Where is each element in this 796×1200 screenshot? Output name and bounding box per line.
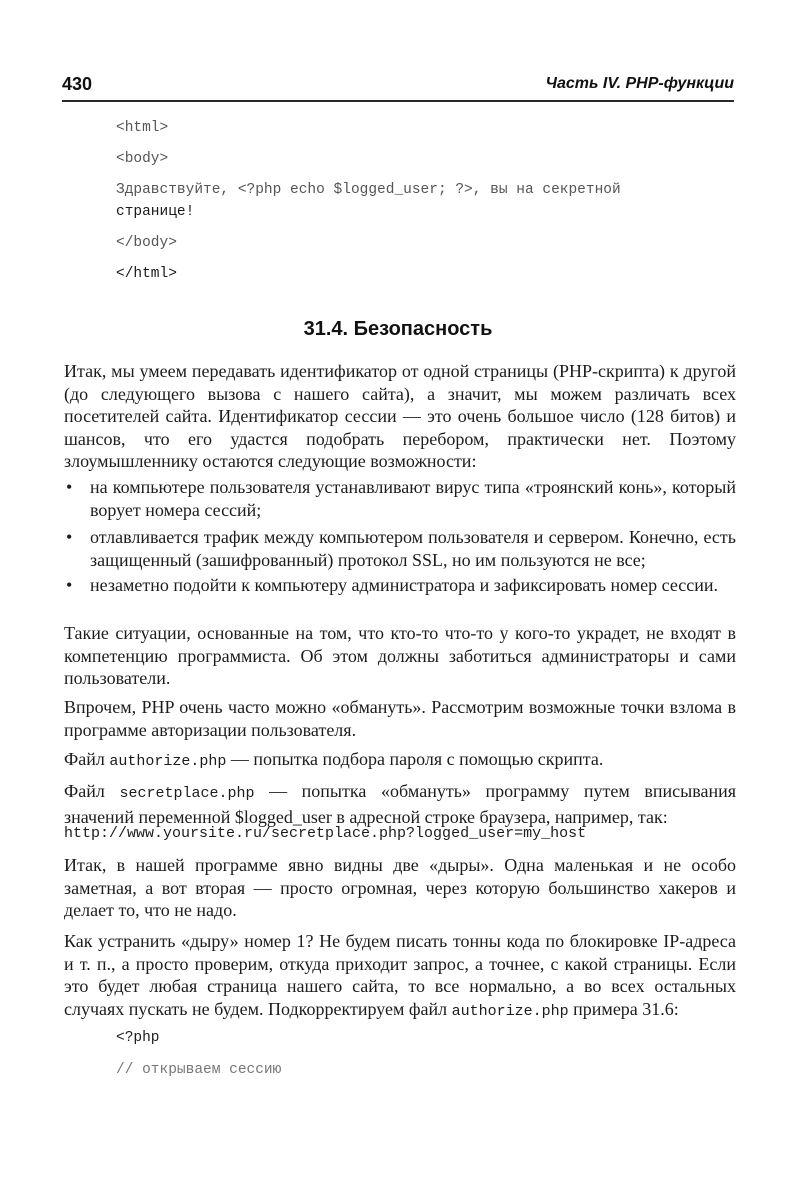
bullet-symbol: • xyxy=(66,527,73,547)
paragraph-holes: Итак, в нашей программе явно видны две «дыры». Одна маленькая и не особо заметная, а вот вторая — просто огромная, через которую большинство хакеров и делает то, что не надо. xyxy=(64,855,736,920)
bullet-item xyxy=(64,574,736,597)
bullet-item xyxy=(64,526,736,571)
code-line-greeting-cont: странице! xyxy=(116,204,195,220)
paragraph-deceive: Впрочем, PHP очень часто можно «обмануть». Рассмотрим возможные точки взлома в программе авторизации пользователя. xyxy=(64,697,736,740)
paragraph-situations: Такие ситуации, основанные на том, что кто-то что-то у кого-то украдет, не входят в компетенцию программиста. Об этом должны заботиться администраторы и сами пользователи. xyxy=(64,623,736,688)
paragraph-authorize-prefix: Файл xyxy=(64,749,110,769)
paragraph-fix-suffix: примера 31.6: xyxy=(568,998,679,1019)
paragraph-secretplace-suffix: — попытка «обмануть» программу путем вписывания значений переменной $logged_user в адресной строке браузера, например, так: xyxy=(64,781,737,827)
paragraph-intro: Итак, мы умеем передавать идентификатор от одной страницы (PHP-скрипта) к другой (до следующего вызова с нашего сайта), а значит, мы можем различать всех посетителей сайта. Идентификатор сессии — это очень большое число (128 битов) и шансов, что его удастся подобрать перебором, практически нет. Поэтому злоумышленнику остаются следующие возможности: xyxy=(64,361,736,471)
bullet-symbol: • xyxy=(66,477,73,497)
code-line-php-open: <?php xyxy=(116,1030,160,1046)
code-line-greeting: Здравствуйте, <?php echo $logged_user; ?>, вы на секретной xyxy=(116,182,621,198)
code-line-body-open: <body> xyxy=(116,151,169,167)
filename-secretplace: secretplace.php xyxy=(119,785,255,802)
paragraph-secretplace-prefix: Файл xyxy=(64,781,120,801)
bullet-text: на компьютере пользователя устанавливают вирус типа «троянский конь», который ворует номера сессий; xyxy=(90,477,736,520)
example-url: http://www.yoursite.ru/secretplace.php?logged_user=my_host xyxy=(64,825,587,842)
running-head: Часть IV. PHP-функции xyxy=(545,75,734,92)
bullet-symbol: • xyxy=(66,575,73,595)
page-number: 430 xyxy=(62,74,93,94)
code-line-comment: // открываем сессию xyxy=(116,1062,282,1078)
code-line-body-close: </body> xyxy=(116,235,177,251)
paragraph-authorize-suffix: — попытка подбора пароля с помощью скрипта. xyxy=(226,749,604,769)
filename-authorize-ref: authorize.php xyxy=(451,1002,569,1020)
bullet-text: отлавливается трафик между компьютером пользователя и сервером. Конечно, есть защищенный (зашифрованный) протокол SSL, но им пользуются не все; xyxy=(90,527,736,570)
paragraph-secretplace xyxy=(64,780,736,828)
page-header xyxy=(62,70,734,102)
section-title: 31.4. Безопасность xyxy=(303,318,493,340)
bullet-text: незаметно подойти к компьютеру администратора и зафиксировать номер сессии. xyxy=(90,575,719,595)
code-line-html-open: <html> xyxy=(116,120,169,136)
paragraph-fix xyxy=(64,930,736,1023)
filename-authorize: authorize.php xyxy=(109,753,227,770)
code-line-html-close: </html> xyxy=(116,266,177,282)
bullet-item xyxy=(64,476,736,521)
paragraph-fix-text: Как устранить «дыру» номер 1? Не будем писать тонны кода по блокировке IP-адреса и т. п., а просто проверим, откуда приходит запрос, а точнее, с какой страницы. Если это будет любая страница нашего сайта, то все нормально, а во всех остальных случаях пускать не будем. Подкорректируем файл xyxy=(64,931,736,1019)
paragraph-authorize xyxy=(64,748,736,774)
